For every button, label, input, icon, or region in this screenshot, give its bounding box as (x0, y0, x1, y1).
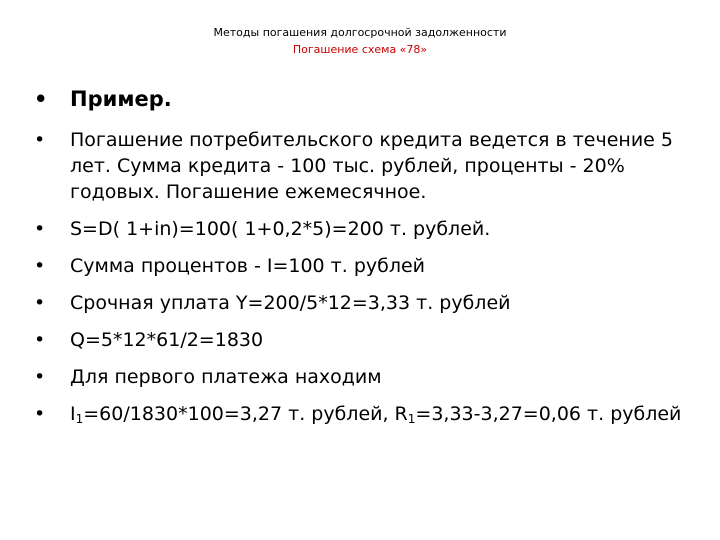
bullet-item-first-payment (28, 364, 688, 390)
bullet-icon: • (34, 129, 46, 151)
bullet-item-payment (28, 290, 688, 316)
bullet-icon: • (34, 329, 46, 351)
formula-part: =60/1830*100=3,27 т. рублей, R (83, 403, 408, 425)
formula-part: =3,33-3,27=0,06 т. рублей (415, 403, 682, 425)
bullet-icon: • (34, 218, 46, 240)
bullet-text: Пример. (70, 87, 172, 111)
bullet-item-first-payment-calc (28, 401, 688, 427)
bullet-icon: • (34, 255, 46, 277)
bullet-item-conditions (28, 127, 688, 205)
bullet-item-example (28, 84, 688, 114)
formula-part: I (70, 403, 76, 425)
bullet-text (70, 403, 681, 425)
bullet-item-interest-sum (28, 253, 688, 279)
subscript: 1 (407, 412, 416, 426)
bullet-text: Сумма процентов - I=100 т. рублей (70, 255, 426, 277)
bullet-text: Для первого платежа находим (70, 366, 382, 388)
bullet-text: Погашение потребительского кредита ведется в течение 5 лет. Сумма кредита - 100 тыс. рублей, проценты - 20% годовых. Погашение ежемесячное. (70, 129, 673, 203)
bullet-icon: • (34, 366, 46, 388)
slide-title: Методы погашения долгосрочной задолженности (213, 26, 507, 39)
bullet-icon: • (34, 87, 48, 111)
slide-header (0, 24, 720, 58)
slide-subtitle: Погашение схема «78» (292, 43, 428, 56)
bullet-item-q (28, 327, 688, 353)
bullet-icon: • (34, 292, 46, 314)
bullet-text: S=D( 1+in)=100( 1+0,2*5)=200 т. рублей. (70, 218, 491, 240)
bullet-text: Q=5*12*61/2=1830 (70, 329, 264, 351)
bullet-icon: • (34, 403, 46, 425)
bullet-item-total-sum (28, 216, 688, 242)
subscript: 1 (75, 412, 84, 426)
bullet-text: Срочная уплата Y=200/5*12=3,33 т. рублей (70, 292, 511, 314)
bullet-list (28, 84, 688, 438)
